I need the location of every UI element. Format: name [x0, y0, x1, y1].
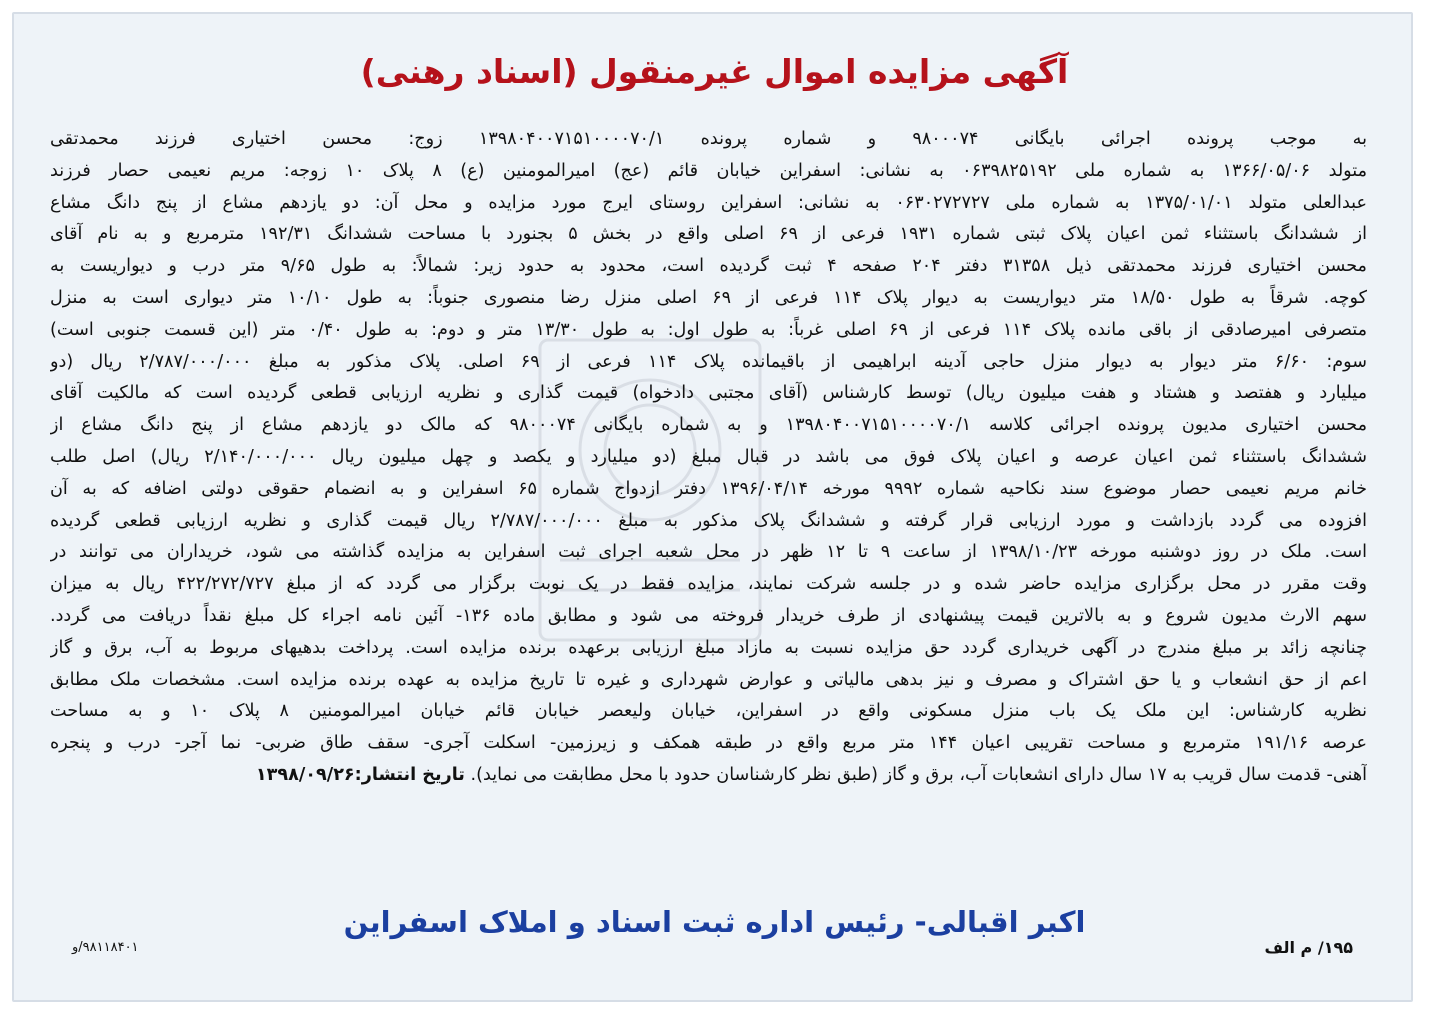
body-line: سوم: ۶/۶۰ متر دیوار به دیوار منزل حاجی آدینه ابراهیمی از باقیمانده پلاک ۱۱۴ فرعی از ۶۹ اصلی. پلاک مذکور به مبلغ ۲/۷۸۷/۰۰۰/۰۰۰ ریال (دو [50, 351, 1367, 372]
body-line: به موجب پرونده اجرائی بایگانی ۹۸۰۰۰۷۴ و شماره پرونده ۱۳۹۸۰۴۰۰۷۱۵۱۰۰۰۰۷۰/۱ زوج: محسن اختیاری فرزند محمدتقی [50, 129, 1367, 149]
body-line: نظریه کارشناس: این ملک یک باب منزل مسکونی واقع در اسفراین، خیابان ولیعصر خیابان قائم خیابان امیرالمومنین ۸ پلاک ۱۰ و به مساحت [50, 701, 1367, 722]
publication-date: ۱۳۹۸/۰۹/۲۶ [255, 764, 355, 785]
body-line: کوچه. شرقاً به طول ۱۸/۵۰ متر دیواریست به دیوار پلاک ۱۱۴ فرعی از ۶۹ اصلی منزل رضا منصوری جنوباً: به طول ۱۰/۱۰ متر دیواری است به منزل [50, 287, 1367, 308]
notice-body [50, 124, 1367, 792]
body-line: محسن اختیاری مدیون پرونده اجرائی کلاسه ۱۳۹۸۰۴۰۰۷۱۵۱۰۰۰۰۷۰/۱ و به شماره بایگانی ۹۸۰۰۰۷۴ که مالک دو یازدهم مشاع از پنج دانگ مشاع از [50, 415, 1367, 436]
body-line: از ششدانگ باستثناء ثمن اعیان پلاک ثبتی شماره ۱۹۳۱ فرعی از ۶۹ اصلی واقع در بخش ۵ بجنورد با مساحت ششدانگ ۱۹۲/۳۱ مترمربع و به نام آقای [50, 224, 1367, 245]
body-line: خانم مریم نعیمی حصار موضوع سند نکاحیه شماره ۹۹۹۲ مورخه ۱۳۹۶/۰۴/۱۴ دفتر ازدواج شماره ۶۵ اسفراین و به انضمام حقوقی دولتی اضافه که به آن [50, 478, 1367, 499]
body-line: افزوده می گردد بازداشت و مورد ارزیابی قرار گرفته و ششدانگ پلاک مذکور به مبلغ ۲/۷۸۷/۰۰۰/۰۰۰ ریال قیمت گذاری و نظریه ارزیابی قطعی گردیده [50, 510, 1367, 531]
body-line: اعم از حق انشعاب و یا حق اشتراک و مصرف و نیز بدهی مالیاتی و عوارض شهرداری و غیره تا تاریخ مزایده به عهده برنده مزایده است. مشخصات ملک مطابق [50, 669, 1367, 690]
signature-line: اکبر اقبالی- رئیس اداره ثبت اسناد و املاک اسفراین [343, 905, 1086, 939]
last-line-text: آهنی- قدمت سال قریب به ۱۷ سال دارای انشعابات آب، برق و گاز (طبق نظر کارشناسان حدود با محل مطابقت می نماید). [470, 764, 1367, 785]
publication-date-label: تاریخ انتشار: [354, 764, 465, 785]
body-line: عرصه ۱۹۱/۱۶ مترمربع و مساحت تقریبی اعیان ۱۴۴ متر مربع واقع در طبقه همکف و زیرزمین- اسکلت آجری- سقف طاق ضربی- نما آجر- درب و پنجره [50, 733, 1367, 754]
ad-code: ۱۹۵/ م الف [1264, 938, 1353, 957]
body-last-line [50, 760, 1367, 792]
body-line: متولد ۱۳۶۶/۰۵/۰۶ به شماره ملی ۰۶۳۹۸۲۵۱۹۲ به نشانی: اسفراین خیابان قائم (عج) امیرالمومنین (ع) ۸ پلاک ۱۰ زوجه: مریم نعیمی حصار فرزند [50, 160, 1367, 181]
body-line: وقت مقرر در محل برگزاری مزایده حاضر شده و در جلسه شرکت نمایند، مزایده فقط در یک نوبت برگزار می گردد که از مبلغ ۴۲۲/۲۷۲/۷۲۷ ریال به میزان [50, 574, 1367, 595]
body-line: محسن اختیاری فرزند محمدتقی ذیل ۳۱۳۵۸ دفتر ۲۰۴ صفحه ۴ ثبت گردیده است، محدود به حدود زیر: شمالاً: به طول ۹/۶۵ متر درب و دیواریست به [50, 256, 1367, 277]
body-line: متصرفی امیرصادقی از باقی مانده پلاک ۱۱۴ فرعی از ۶۹ اصلی غرباً: به طول اول: به طول ۱۳/۳۰ متر و دوم: به طول ۰/۴۰ متر (این قسمت جنوبی است) [50, 319, 1367, 340]
body-line: سهم الارث مدیون شروع و به بالاترین قیمت پیشنهادی از طرف خریدار فروخته می شود و مطابق ماده ۱۳۶- آئین نامه اجراء کل مبلغ نقداً دریافت می گردد. [50, 605, 1367, 626]
body-line: میلیارد و هفتصد و هشتاد و هفت میلیون ریال) توسط کارشناس (آقای مجتبی دادخواه) قیمت گذاری و نظریه ارزیابی قطعی گردیده است که مالکیت آقای [50, 383, 1367, 404]
notice-title: آگهی مزایده اموال غیرمنقول (اسناد رهنی) [360, 52, 1069, 91]
body-line: عبدالعلی متولد ۱۳۷۵/۰۱/۰۱ به شماره ملی ۰۶۳۰۲۷۲۷۲۷ به نشانی: اسفراین روستای ایرج مورد مزایده و محل آن: دو یازدهم مشاع از پنج دانگ مشاع [50, 192, 1367, 213]
body-line: است. ملک در روز دوشنبه مورخه ۱۳۹۸/۱۰/۲۳ از ساعت ۹ تا ۱۲ ظهر در محل شعبه اجرای ثبت اسفراین به مزایده گذاشته می شود، خریداران می توانند در [50, 542, 1367, 563]
body-line: ششدانگ باستثناء ثمن اعیان عرصه و اعیان پلاک فوق می باشد در قبال مبلغ (دو میلیارد و یکصد و چهل میلیون ریال ۲/۱۴۰/۰۰۰/۰۰۰ ریال) اصل طلب [50, 446, 1367, 467]
body-line: چنانچه زائد بر مبلغ مندرج در آگهی خریداری گردد حق مزایده نسبت به مازاد مبلغ ارزیابی برعهده برنده مزایده است. پرداخت بدهیهای مربوط به آب، برق و گاز [50, 637, 1367, 658]
ad-serial-number: ۹۸۱۱۸۴۰۱/و [72, 940, 139, 955]
